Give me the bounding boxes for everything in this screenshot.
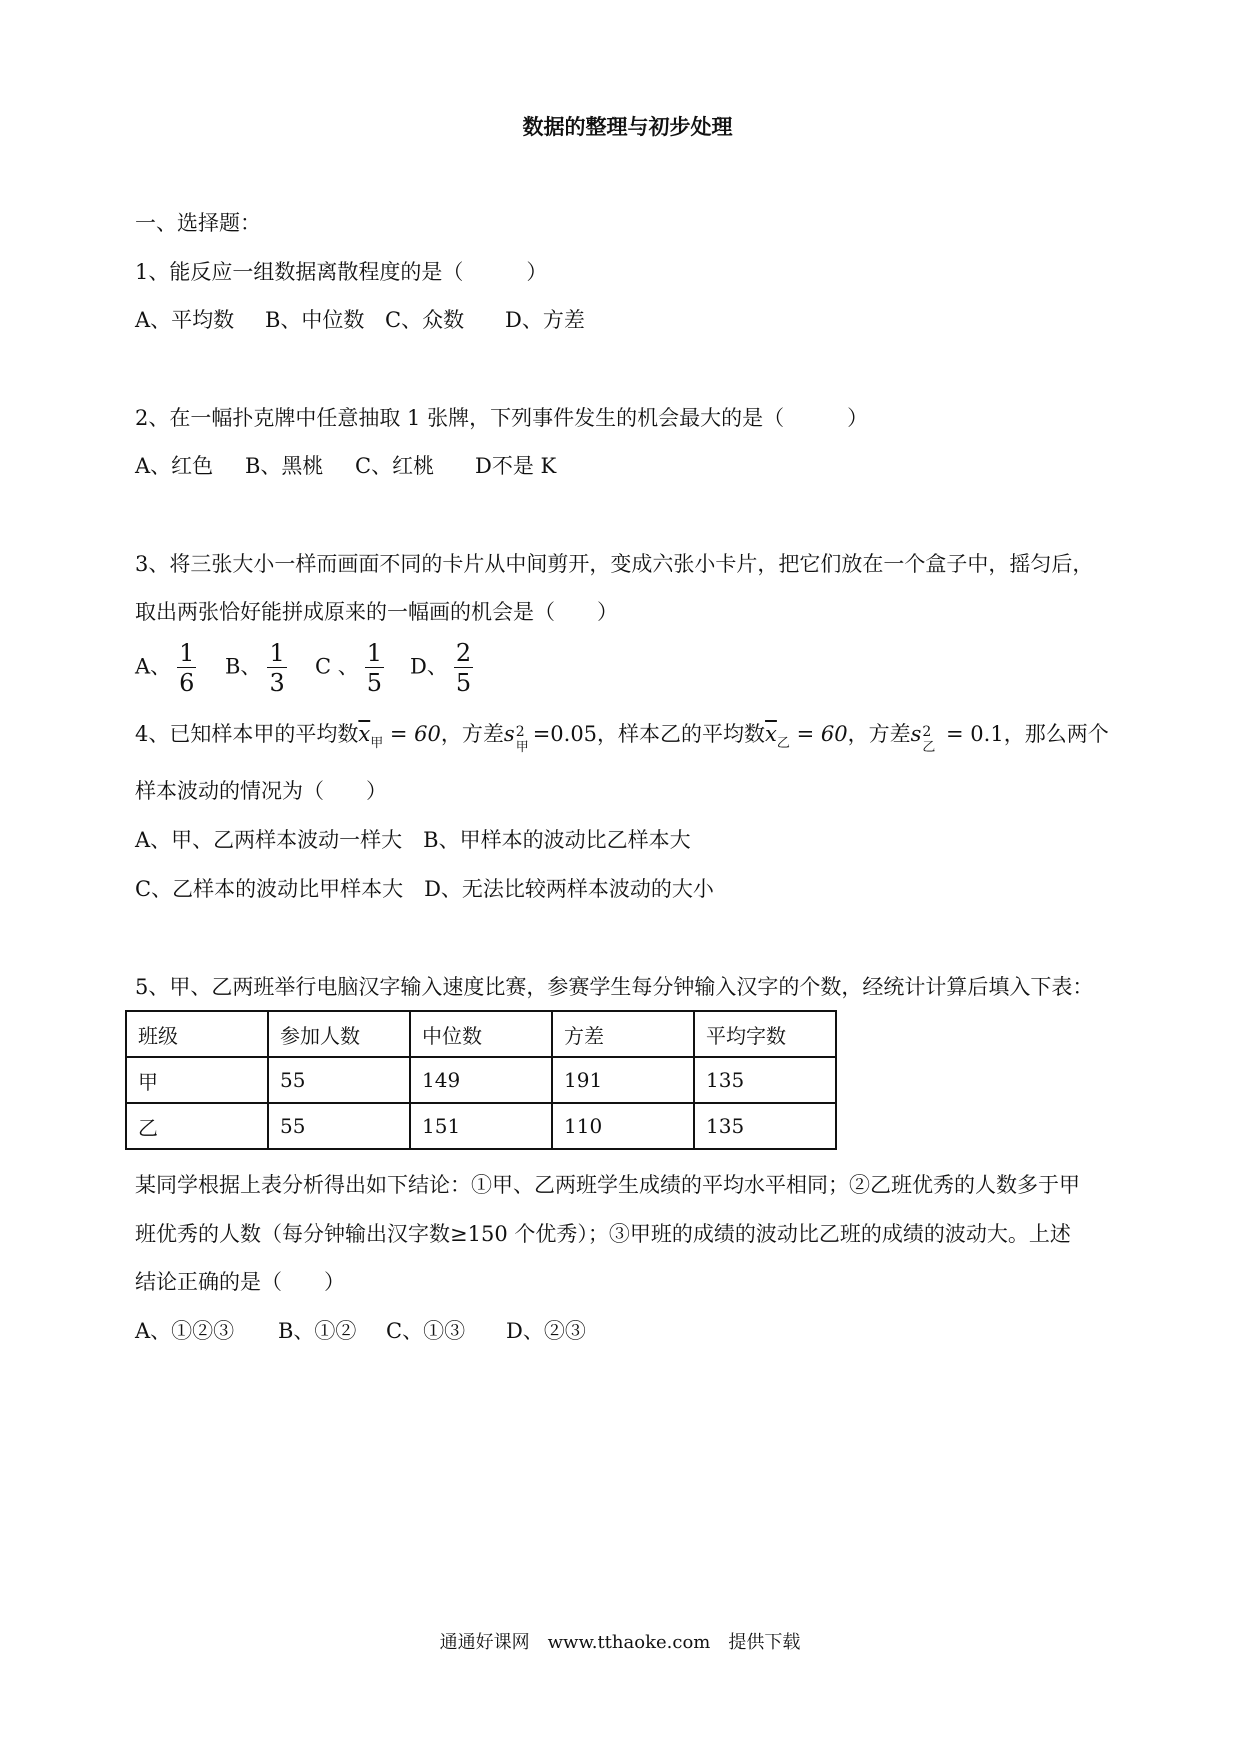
variance-value: = 0.1 <box>939 722 1004 746</box>
sub-superscript <box>515 723 533 755</box>
table-cell: 191 <box>552 1057 694 1103</box>
fraction <box>454 640 473 696</box>
superscript: 2 <box>922 723 932 740</box>
option-b <box>225 640 315 696</box>
question-4-stem-line-1 <box>135 720 1109 755</box>
table-header: 方差 <box>552 1011 694 1057</box>
table-header: 中位数 <box>410 1011 552 1057</box>
question-4-stem-line-2: 样本波动的情况为（ ） <box>135 779 387 803</box>
option-d: D不是 K <box>475 454 557 478</box>
q4-text: ，那么两个 <box>1003 722 1109 746</box>
sub-superscript <box>921 723 939 755</box>
option-c: C、红桃 <box>355 454 435 478</box>
option-c <box>315 640 410 696</box>
question-5-conclusion-line-3: 结论正确的是（ ） <box>135 1270 345 1294</box>
page-title: 数据的整理与初步处理 <box>522 114 733 139</box>
question-1-options <box>135 306 585 334</box>
question-3-stem-line-2: 取出两张恰好能拼成原来的一幅画的机会是（ ） <box>135 600 618 624</box>
question-5-conclusion-line-1: 某同学根据上表分析得出如下结论：①甲、乙两班学生成绩的平均水平相同；②乙班优秀的人数多于甲 <box>135 1173 1080 1197</box>
fraction-denominator: 5 <box>366 669 383 697</box>
option-a: A、红色 <box>135 454 214 478</box>
fraction-denominator: 3 <box>269 669 285 697</box>
question-3-options <box>135 640 479 696</box>
option-a <box>135 640 225 696</box>
table-cell: 乙 <box>126 1103 268 1149</box>
fraction-denominator: 5 <box>455 669 472 697</box>
table-header: 平均字数 <box>694 1011 836 1057</box>
table-row <box>126 1057 836 1103</box>
mean-value: = 60 <box>383 722 441 746</box>
option-label: A、 <box>135 654 172 679</box>
table-cell: 甲 <box>126 1057 268 1103</box>
question-5-options <box>135 1317 586 1345</box>
subscript: 乙 <box>776 736 790 751</box>
option-b: B、黑桃 <box>245 454 324 478</box>
table-header: 班级 <box>126 1011 268 1057</box>
table-cell: 55 <box>268 1103 410 1149</box>
question-4-options-ab: A、甲、乙两样本波动一样大 B、甲样本的波动比乙样本大 <box>135 828 691 852</box>
fraction-denominator: 6 <box>179 669 195 697</box>
table-cell: 149 <box>410 1057 552 1103</box>
subscript: 乙 <box>922 739 936 755</box>
table-cell: 135 <box>694 1103 836 1149</box>
table-cell: 135 <box>694 1057 836 1103</box>
table-header-row <box>126 1011 836 1057</box>
table-cell: 55 <box>268 1057 410 1103</box>
fraction-numerator: 1 <box>269 639 285 667</box>
option-c: C、众数 <box>385 308 465 332</box>
option-label: C 、 <box>315 654 359 679</box>
footer-source: 通通好课网 www.tthaoke.com 提供下载 <box>439 1632 801 1653</box>
subscript: 甲 <box>370 736 384 751</box>
option-d: D、方差 <box>505 308 585 332</box>
q4-text: ，方差 <box>847 722 911 746</box>
option-a: A、①②③ <box>135 1319 235 1343</box>
variance-symbol: s <box>503 722 515 746</box>
q4-text: =0.05，样本乙的平均数 <box>532 722 766 746</box>
mean-symbol: $\overline{x}$ <box>765 722 777 746</box>
question-2-options <box>135 452 556 480</box>
fraction <box>177 640 196 696</box>
option-label: B、 <box>225 654 262 679</box>
fraction-numerator: 2 <box>455 639 472 667</box>
question-3-stem-line-1: 3、将三张大小一样而画面不同的卡片从中间剪开，变成六张小卡片，把它们放在一个盒子中，摇匀后， <box>135 552 1094 576</box>
mean-symbol: $\overline{x}$ <box>358 722 371 746</box>
subscript: 甲 <box>515 739 529 755</box>
question-4-options-cd: C、乙样本的波动比甲样本大 D、无法比较两样本波动的大小 <box>135 877 714 901</box>
q4-text: 4、已知样本甲的平均数 <box>135 722 359 746</box>
fraction <box>267 640 286 696</box>
mean-value: = 60 <box>789 722 848 746</box>
score-table <box>125 1010 837 1150</box>
table-cell: 151 <box>410 1103 552 1149</box>
question-5-stem: 5、甲、乙两班举行电脑汉字输入速度比赛，参赛学生每分钟输入汉字的个数，经统计计算后填入下表： <box>135 975 1094 999</box>
question-2-stem: 2、在一幅扑克牌中任意抽取 1 张牌，下列事件发生的机会最大的是（ ） <box>135 406 869 430</box>
question-5-conclusion-line-2: 班优秀的人数（每分钟输出汉字数≥150 个优秀）；③甲班的成绩的波动比乙班的成绩的波动大。上述 <box>135 1222 1071 1246</box>
fraction <box>365 640 384 696</box>
table-cell: 110 <box>552 1103 694 1149</box>
table-header: 参加人数 <box>268 1011 410 1057</box>
variance-symbol: s <box>910 722 922 746</box>
option-b: B、①② <box>278 1319 357 1343</box>
q4-text: ，方差 <box>440 722 504 746</box>
section-heading: 一、选择题： <box>135 211 261 235</box>
superscript: 2 <box>515 723 525 740</box>
table-row <box>126 1103 836 1149</box>
option-d <box>410 640 479 696</box>
fraction-numerator: 1 <box>179 639 195 667</box>
option-c: C、①③ <box>386 1319 466 1343</box>
question-1-stem: 1、能反应一组数据离散程度的是（ ） <box>135 260 548 284</box>
fraction-numerator: 1 <box>366 639 383 667</box>
option-b: B、中位数 <box>265 308 365 332</box>
option-d: D、②③ <box>506 1319 586 1343</box>
option-label: D、 <box>410 654 448 679</box>
option-a: A、平均数 <box>135 308 235 332</box>
